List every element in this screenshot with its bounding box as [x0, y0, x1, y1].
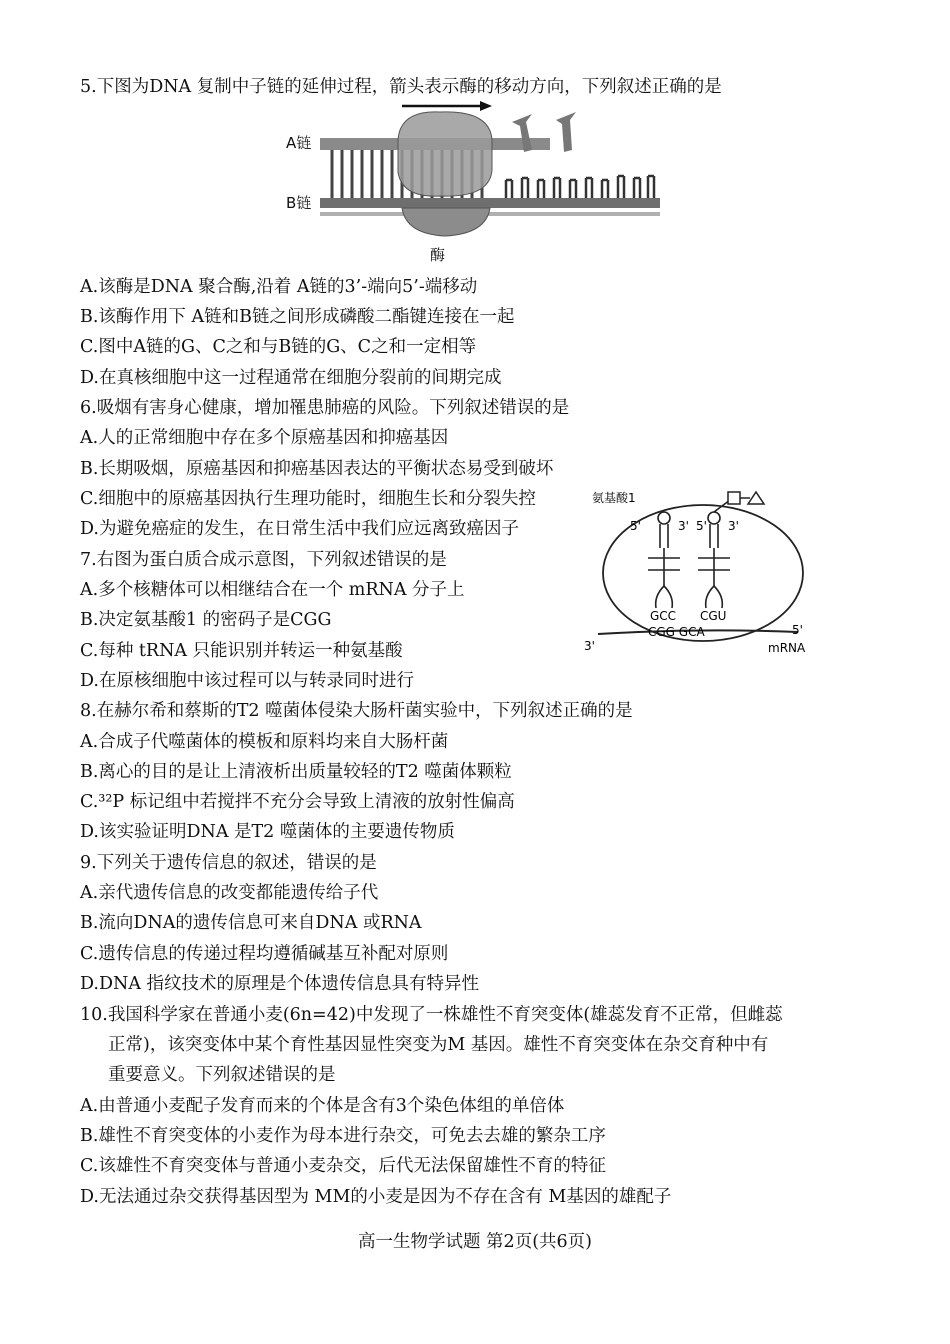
mrna-5prime-label: 5' — [792, 623, 803, 637]
trna2-5prime-label: 5' — [696, 519, 707, 533]
enzyme-label: 酶 — [430, 246, 446, 264]
question-7-option-d: D.在原核细胞中该过程可以与转录同时进行 — [80, 671, 414, 691]
question-5-stem: 5.下图为DNA 复制中子链的延伸过程，箭头表示酶的移动方向，下列叙述正确的是 — [80, 77, 722, 97]
question-5-option-a: A.该酶是DNA 聚合酶,沿着 A链的3’-端向5’-端移动 — [80, 277, 478, 297]
question-10-option-d: D.无法通过杂交获得基因型为 MM的小麦是因为不存在含有 M基因的雄配子 — [80, 1187, 672, 1207]
question-9-stem: 9.下列关于遗传信息的叙述，错误的是 — [80, 853, 377, 873]
question-5-option-c: C.图中A链的G、C之和与B链的G、C之和一定相等 — [80, 337, 477, 357]
trna1-3prime-label: 3' — [678, 519, 689, 533]
question-8-option-a: A.合成子代噬菌体的模板和原料均来自大肠杆菌 — [80, 732, 449, 752]
amino-acid-1-label: 氨基酸1 — [592, 491, 636, 505]
question-6-stem: 6.吸烟有害身心健康，增加罹患肺癌的风险。下列叙述错误的是 — [80, 398, 570, 418]
question-8-option-b: B.离心的目的是让上清液析出质量较轻的T2 噬菌体颗粒 — [80, 762, 512, 782]
question-10-option-c: C.该雄性不育突变体与普通小麦杂交，后代无法保留雄性不育的特征 — [80, 1156, 606, 1176]
question-9-option-a: A.亲代遗传信息的改变都能遗传给子代 — [80, 883, 379, 903]
question-6-option-a: A.人的正常细胞中存在多个原癌基因和抑癌基因 — [80, 428, 449, 448]
question-5-option-d: D.在真核细胞中这一过程通常在细胞分裂前的间期完成 — [80, 368, 502, 388]
b-strand-label: B链 — [286, 194, 312, 212]
question-8-option-d: D.该实验证明DNA 是T2 噬菌体的主要遗传物质 — [80, 822, 455, 842]
protein-synthesis-figure — [578, 478, 818, 658]
question-7-option-b: B.决定氨基酸1 的密码子是CGG — [80, 610, 332, 630]
mrna-label: mRNA — [768, 641, 806, 655]
a-strand-label: A链 — [286, 134, 312, 152]
dna-replication-figure — [280, 100, 680, 265]
question-10-stem-line-3: 重要意义。下列叙述错误的是 — [108, 1065, 336, 1085]
trna1-5prime-label: 5' — [630, 519, 641, 533]
question-10-option-b: B.雄性不育突变体的小麦作为母本进行杂交，可免去去雄的繁杂工序 — [80, 1126, 606, 1146]
mrna-codons: CGG GCA — [648, 625, 705, 639]
question-5-option-b: B.该酶作用下 A链和B链之间形成磷酸二酯键连接在一起 — [80, 307, 515, 327]
question-6-option-c: C.细胞中的原癌基因执行生理功能时，细胞生长和分裂失控 — [80, 489, 536, 509]
question-9-option-c: C.遗传信息的传递过程均遵循碱基互补配对原则 — [80, 944, 449, 964]
question-7-option-c: C.每种 tRNA 只能识别并转运一种氨基酸 — [80, 641, 403, 661]
question-10-stem-line-1: 10.我国科学家在普通小麦(6n=42)中发现了一株雄性不育突变体(雄蕊发育不正常，但雌蕊 — [80, 1005, 783, 1025]
question-7-stem: 7.右图为蛋白质合成示意图，下列叙述错误的是 — [80, 550, 447, 570]
question-7-option-a: A.多个核糖体可以相继结合在一个 mRNA 分子上 — [80, 580, 465, 600]
question-8-stem: 8.在赫尔希和蔡斯的T2 噬菌体侵染大肠杆菌实验中，下列叙述正确的是 — [80, 701, 633, 721]
question-10-option-a: A.由普通小麦配子发育而来的个体是含有3个染色体组的单倍体 — [80, 1096, 565, 1116]
page-footer: 高一生物学试题 第2页(共6页) — [358, 1232, 592, 1252]
question-9-option-b: B.流向DNA的遗传信息可来自DNA 或RNA — [80, 913, 422, 933]
anticodon-2: CGU — [700, 609, 727, 623]
anticodon-1: GCC — [650, 609, 677, 623]
mrna-3prime-label: 3' — [584, 639, 595, 653]
question-9-option-d: D.DNA 指纹技术的原理是个体遗传信息具有特异性 — [80, 974, 480, 994]
question-6-option-b: B.长期吸烟，原癌基因和抑癌基因表达的平衡状态易受到破坏 — [80, 459, 554, 479]
question-6-option-d: D.为避免癌症的发生，在日常生活中我们应远离致癌因子 — [80, 519, 519, 539]
question-10-stem-line-2: 正常)，该突变体中某个育性基因显性突变为M 基因。雄性不育突变体在杂交育种中有 — [108, 1035, 769, 1055]
trna2-3prime-label: 3' — [728, 519, 739, 533]
question-8-option-c: C.³²P 标记组中若搅拌不充分会导致上清液的放射性偏高 — [80, 792, 515, 812]
